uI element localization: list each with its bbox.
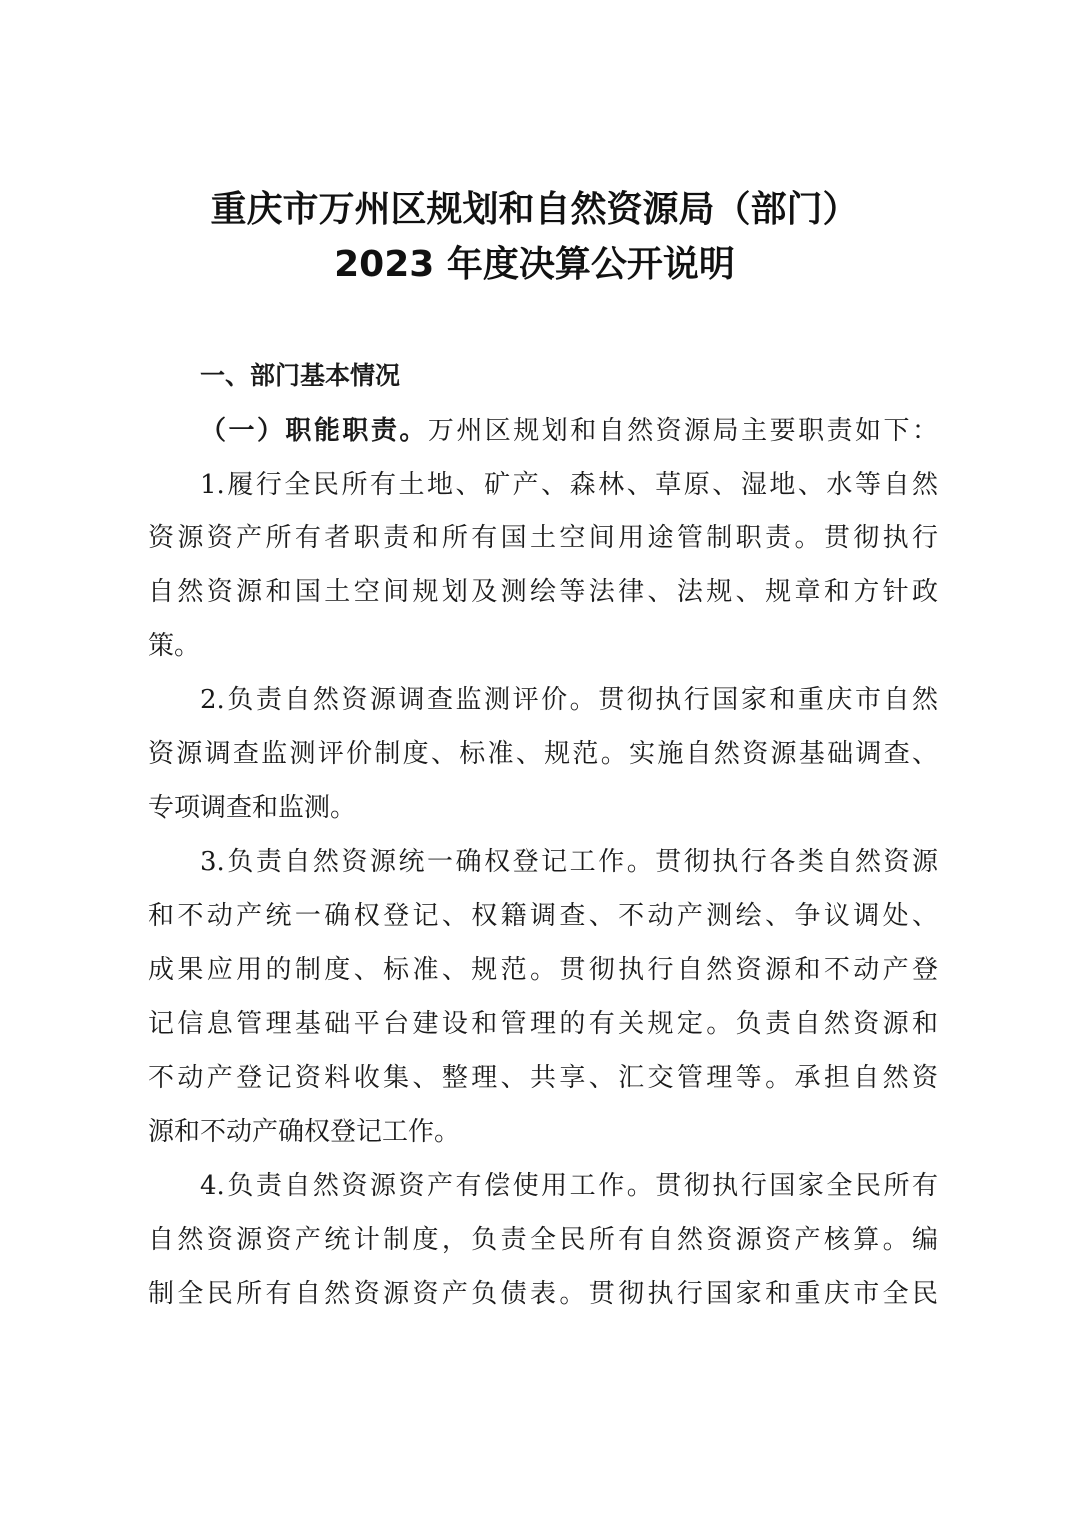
document-title-line-1: 重庆市万州区规划和自然资源局（部门） xyxy=(210,189,859,230)
paragraph-line: 专项调查和监测。 xyxy=(148,793,357,823)
paragraph-line: 策。 xyxy=(148,631,201,661)
paragraph-line: 源和不动产确权登记工作。 xyxy=(148,1117,461,1147)
paragraph-line xyxy=(200,414,938,448)
paragraph-line: 记信息管理基础平台建设和管理的有关规定。负责自然资源和 xyxy=(148,1009,938,1039)
paragraph-line: 制全民所有自然资源资产负债表。贯彻执行国家和重庆市全民 xyxy=(148,1279,938,1309)
paragraph-line: 4.负责自然资源资产有偿使用工作。贯彻执行国家全民所有 xyxy=(200,1171,938,1201)
paragraph-line: 1.履行全民所有土地、矿产、森林、草原、湿地、水等自然 xyxy=(200,470,938,500)
paragraph-line: 和不动产统一确权登记、权籍调查、不动产测绘、争议调处、 xyxy=(148,901,938,931)
paragraph-line: 不动产登记资料收集、整理、共享、汇交管理等。承担自然资 xyxy=(148,1063,938,1093)
paragraph-line: 成果应用的制度、标准、规范。贯彻执行自然资源和不动产登 xyxy=(148,955,938,985)
paragraph-line: 资源调查监测评价制度、标准、规范。实施自然资源基础调查、 xyxy=(148,739,938,769)
subsection-text: 万州区规划和自然资源局主要职责如下： xyxy=(427,416,938,446)
document-title-line-2: 2023 年度决算公开说明 xyxy=(334,244,735,285)
subsection-label: （一）职能职责。 xyxy=(200,416,428,446)
paragraph-line: 2.负责自然资源调查监测评价。贯彻执行国家和重庆市自然 xyxy=(200,685,938,715)
paragraph-line: 3.负责自然资源统一确权登记工作。贯彻执行各类自然资源 xyxy=(200,847,938,877)
paragraph-line: 自然资源和国土空间规划及测绘等法律、法规、规章和方针政 xyxy=(148,577,938,607)
section-heading: 一、部门基本情况 xyxy=(200,361,401,390)
paragraph-line: 自然资源资产统计制度，负责全民所有自然资源资产核算。编 xyxy=(148,1225,938,1255)
paragraph-line: 资源资产所有者职责和所有国土空间用途管制职责。贯彻执行 xyxy=(148,523,938,553)
